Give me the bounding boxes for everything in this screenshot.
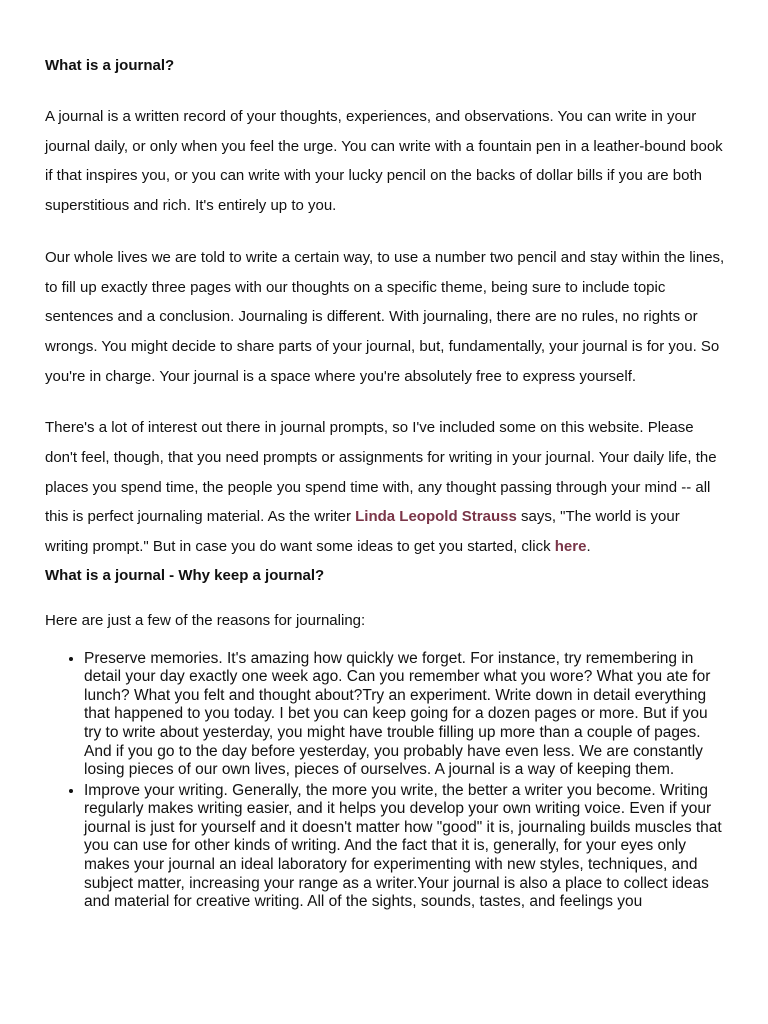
- paragraph-definition: A journal is a written record of your thoughts, experiences, and observations. You can write in your journal daily, or only when you feel the urge. You can write with a fountain pen in a leather-bound book if that inspires you, or you can write with your lucky pencil on the backs of dollar bills if you are both superstitious and rich. It's entirely up to you.: [45, 108, 723, 215]
- reasons-list: [45, 650, 725, 912]
- paragraph-journal-prompts: [45, 413, 725, 562]
- list-item-improve-writing: • Improve your writing. Generally, the more you write, the better a writer you become. Writing regularly makes writing easier, and it helps you develop your own writing voice. Even if your journal is just for yourself and it doesn't matter how "good" it is, journaling builds muscles that you can use for other kinds of writing. And the fact that it is, generally, for your eyes only makes your journal an ideal laboratory for experimenting with new styles, techniques, and subject matter, increasing your range as a writer.Your journal is also a place to collect ideas and material for creative writing. All of the sights, sounds, tastes, and feelings you: [84, 782, 725, 912]
- list-item-preserve-memories: • Preserve memories. It's amazing how quickly we forget. For instance, try remembering in detail your day exactly one week ago. Can you remember what you wore? What you ate for lunch? What you felt and thought about?Try an experiment. Write down in detail everything that happened to you today. I bet you can keep going for a dozen pages or more. But if you try to write about yesterday, you might have trouble filling up more than a couple of pages. And if you go to the day before yesterday, you probably have even less. We are constantly losing pieces of our own lives, pieces of ourselves. A journal is a way of keeping them.: [84, 650, 725, 780]
- link-here[interactable]: here: [554, 538, 587, 556]
- prompts-text-end: .: [586, 538, 591, 556]
- heading-what-is-a-journal: What is a journal?: [45, 57, 175, 74]
- paragraph-reasons-intro: Here are just a few of the reasons for journaling:: [45, 611, 366, 629]
- heading-why-keep-a-journal: What is a journal - Why keep a journal?: [45, 566, 325, 584]
- prompts-text-middle: says, "The world is your writing prompt." But in case you do want some ideas to get you started, click: [45, 508, 680, 556]
- document-page: [45, 52, 725, 914]
- link-linda-leopold-strauss[interactable]: Linda Leopold Strauss: [355, 508, 517, 526]
- paragraph-no-rules: Our whole lives we are told to write a certain way, to use a number two pencil and stay within the lines, to fill up exactly three pages with our thoughts on a specific theme, being sure to include topic sentences and a conclusion. Journaling is different. With journaling, there are no rules, no rights or wrongs. You might decide to share parts of your journal, but, fundamentally, your journal is for you. So you're in charge. Your journal is a space where you're absolutely free to express yourself.: [45, 248, 725, 385]
- prompts-text-start: There's a lot of interest out there in journal prompts, so I've included some on this website. Please don't feel, though, that you need prompts or assignments for writing in your journal. Your daily life, the places you spend time, the people you spend time with, any thought passing through your mind -- all this is perfect journaling material. As the writer: [45, 419, 717, 526]
